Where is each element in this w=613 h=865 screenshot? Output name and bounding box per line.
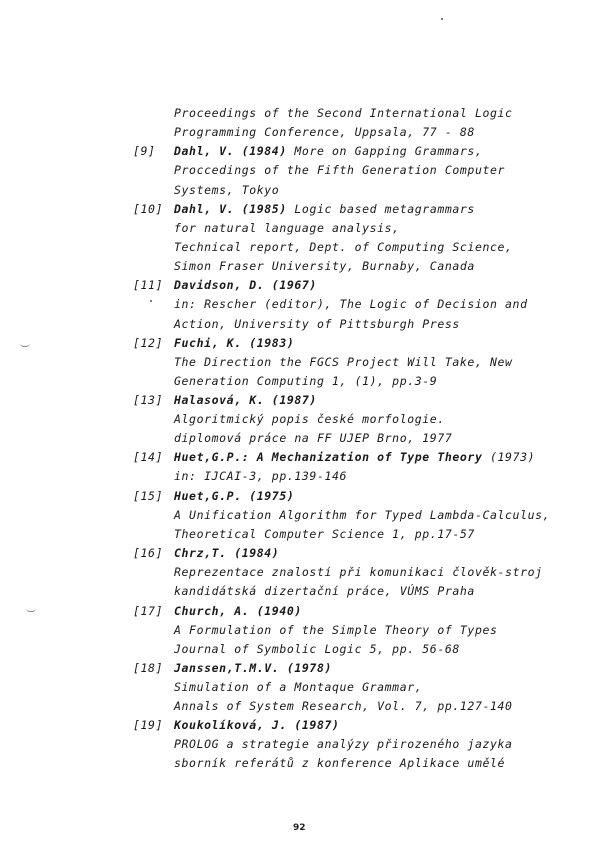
reference-author: Dahl, V. (1985) — [174, 202, 287, 216]
reference-heading — [174, 450, 535, 464]
reference-line: Technical report, Dept. of Computing Science, — [174, 240, 513, 254]
reference-heading — [174, 202, 475, 216]
reference-line: Simulation of a Montaque Grammar, — [174, 680, 423, 694]
reference-number: [19] — [133, 718, 164, 732]
reference-line: sborník referátů z konference Aplikace umělé — [174, 756, 506, 770]
reference-line: Reprezentace znalostí při komunikaci člověk-stroj — [174, 565, 543, 579]
scan-mark — [26, 608, 36, 612]
reference-line: Annals of System Research, Vol. 7, pp.127-140 — [174, 699, 513, 713]
reference-line: kandidátská dizertační práce, VÚMS Praha — [174, 584, 475, 598]
scan-speck — [441, 18, 443, 20]
reference-title: Logic based metagrammars — [294, 202, 475, 216]
reference-author: Davidson, D. (1967) — [174, 278, 317, 292]
reference-author: Huet,G.P. (1975) — [174, 489, 295, 503]
reference-line: Action, University of Pittsburgh Press — [174, 317, 460, 331]
reference-line: A Formulation of the Simple Theory of Types — [174, 623, 498, 637]
reference-number: [18] — [133, 661, 164, 675]
reference-number: [10] — [133, 202, 164, 216]
reference-line: Simon Fraser University, Burnaby, Canada — [174, 259, 475, 273]
reference-line: Systems, Tokyo — [174, 183, 280, 197]
reference-line: diplomová práce na FF UJEP Brno, 1977 — [174, 431, 453, 445]
reference-author: Halasová, K. (1987) — [174, 393, 317, 407]
reference-number: [13] — [133, 393, 164, 407]
reference-line: The Direction the FGCS Project Will Take, New — [174, 355, 513, 369]
reference-author: Chrz,T. (1984) — [174, 546, 280, 560]
reference-line: for natural language analysis, — [174, 221, 400, 235]
reference-line: Journal of Symbolic Logic 5, pp. 56-68 — [174, 642, 460, 656]
reference-continuation-line-1: Proceedings of the Second International Logic — [174, 106, 513, 120]
reference-line: Algoritmický popis české morfologie. — [174, 412, 445, 426]
reference-continuation-line-2: Programming Conference, Uppsala, 77 - 88 — [174, 125, 475, 139]
reference-line: Theoretical Computer Science 1, pp.17-57 — [174, 527, 475, 541]
reference-number: [15] — [133, 489, 164, 503]
scan-mark — [20, 343, 30, 347]
reference-line: PROLOG a strategie analýzy přirozeného jazyka — [174, 737, 513, 751]
reference-number: [12] — [133, 336, 164, 350]
reference-author: Huet,G.P.: A Mechanization of Type Theory — [174, 450, 483, 464]
reference-line: Proccedings of the Fifth Generation Computer — [174, 163, 506, 177]
reference-author: Fuchi, K. (1983) — [174, 336, 295, 350]
reference-line: in: Rescher (editor), The Logic of Decision and — [174, 297, 528, 311]
reference-line: Generation Computing 1, (1), pp.3-9 — [174, 374, 438, 388]
reference-author: Church, A. (1940) — [174, 604, 302, 618]
reference-author: Janssen,T.M.V. (1978) — [174, 661, 332, 675]
reference-heading — [174, 144, 482, 158]
scan-speck — [150, 300, 152, 302]
reference-number: [9] — [133, 144, 156, 158]
reference-line: in: IJCAI-3, pp.139-146 — [174, 469, 348, 483]
reference-author: Dahl, V. (1984) — [174, 144, 287, 158]
reference-line: A Unification Algorithm for Typed Lambda-Calculus, — [174, 508, 551, 522]
reference-year: (1973) — [490, 450, 536, 464]
page-number: 92 — [293, 823, 306, 833]
reference-author: Koukolíková, J. (1987) — [174, 718, 340, 732]
reference-number: [14] — [133, 450, 164, 464]
reference-number: [17] — [133, 604, 164, 618]
reference-title: More on Gapping Grammars, — [294, 144, 483, 158]
reference-number: [11] — [133, 278, 164, 292]
reference-number: [16] — [133, 546, 164, 560]
